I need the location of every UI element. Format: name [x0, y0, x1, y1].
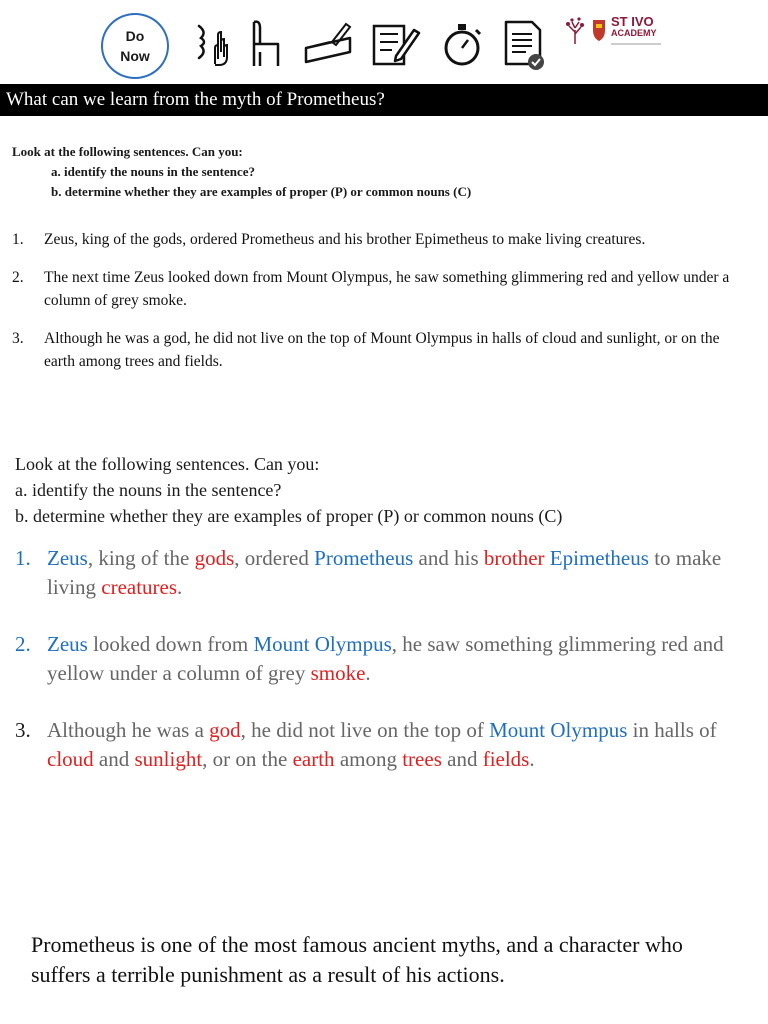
sentence-text: and: [93, 747, 135, 771]
proper-noun: Prometheus: [314, 546, 414, 570]
common-noun: creatures: [101, 575, 178, 599]
proper-noun: Zeus: [47, 546, 88, 570]
sentence-text: , he saw something glimmering red and yellow under a column of grey: [47, 632, 724, 685]
proper-noun: Epimetheus: [549, 546, 649, 570]
common-noun: gods: [194, 546, 235, 570]
sentence-text: Although he was a: [47, 718, 210, 742]
chair-icon: [246, 18, 284, 70]
logo-text-line2: ACADEMY: [611, 28, 657, 38]
item-number: 3.: [15, 718, 31, 742]
sentence-text: .: [365, 661, 371, 685]
st-ivo-logo: [563, 14, 663, 48]
common-noun: trees: [402, 747, 442, 771]
list-item: [12, 228, 742, 251]
sentence-text: .: [529, 747, 535, 771]
list-item: [12, 327, 742, 373]
sentence-text: , king of the: [87, 546, 195, 570]
list-item: [12, 266, 742, 312]
small-instructions: [12, 142, 471, 202]
sentence-text: , or on the: [202, 747, 293, 771]
summary-paragraph: Prometheus is one of the most famous ancient myths, and a character who suffers a terrible punishment as a result of his actions.: [31, 932, 683, 987]
checklist-icon: [502, 18, 548, 74]
common-noun: fields: [482, 747, 530, 771]
item-number: 2.: [15, 632, 31, 656]
sentence-text: , ordered: [234, 546, 315, 570]
small-intro-line: Look at the following sentences. Can you:: [12, 144, 243, 159]
annotated-text: [47, 544, 735, 602]
common-noun: smoke: [310, 661, 366, 685]
common-noun: brother: [483, 546, 545, 570]
common-noun: cloud: [47, 747, 94, 771]
annotated-sentence-list: [15, 544, 735, 802]
item-text: The next time Zeus looked down from Mount Olympus, he saw something glimmering red and yellow under a column of grey smoke.: [44, 269, 730, 309]
annotated-item: [15, 716, 735, 774]
item-text: Although he was a god, he did not live on the top of Mount Olympus in halls of cloud and sunlight, or on the earth among trees and fields.: [44, 330, 720, 370]
header-bar: [0, 0, 768, 84]
annotated-text: [47, 716, 735, 774]
big-intro-line: Look at the following sentences. Can you:: [15, 454, 320, 474]
proper-noun: Zeus: [47, 632, 88, 656]
notepad-pencil-icon: [370, 18, 422, 70]
sentence-text: to make living: [47, 546, 722, 599]
writing-desk-icon: [302, 18, 360, 68]
big-task-a: a. identify the nouns in the sentence?: [15, 480, 282, 500]
sentence-text: among: [334, 747, 403, 771]
common-noun: earth: [292, 747, 335, 771]
sentence-text: in halls of: [627, 718, 717, 742]
do-now-badge[interactable]: [101, 13, 169, 79]
speaking-hand-icon: [193, 18, 235, 68]
common-noun: sunlight: [134, 747, 203, 771]
proper-noun: Mount Olympus: [253, 632, 392, 656]
annotated-item: [15, 544, 735, 602]
item-number: 3.: [12, 330, 24, 347]
sentence-text: and: [441, 747, 483, 771]
item-number: 2.: [12, 269, 24, 286]
sentence-text: .: [177, 575, 183, 599]
proper-noun: Mount Olympus: [489, 718, 628, 742]
do-now-line1: Do: [125, 28, 145, 44]
small-sentence-list: [12, 228, 742, 388]
small-task-b: b. determine whether they are examples of proper (P) or common nouns (C): [51, 184, 472, 199]
annotated-item: [15, 630, 735, 688]
do-now-line2: Now: [120, 48, 150, 64]
small-task-a: a. identify the nouns in the sentence?: [51, 164, 256, 179]
sentence-text: looked down from: [87, 632, 254, 656]
sentence-text: , he did not live on the top of: [240, 718, 490, 742]
stopwatch-icon: [440, 18, 486, 70]
item-number: 1.: [12, 231, 24, 248]
item-number: 1.: [15, 546, 31, 570]
big-instructions: [15, 451, 562, 529]
common-noun: god: [209, 718, 241, 742]
big-task-b: b. determine whether they are examples of proper (P) or common nouns (C): [15, 506, 563, 526]
item-text: Zeus, king of the gods, ordered Prometheus and his brother Epimetheus to make living creatures.: [44, 231, 646, 248]
sentence-text: and his: [413, 546, 484, 570]
logo-text-line1: ST IVO: [611, 14, 654, 29]
page-title: What can we learn from the myth of Prometheus?: [0, 84, 768, 116]
annotated-text: [47, 630, 735, 688]
